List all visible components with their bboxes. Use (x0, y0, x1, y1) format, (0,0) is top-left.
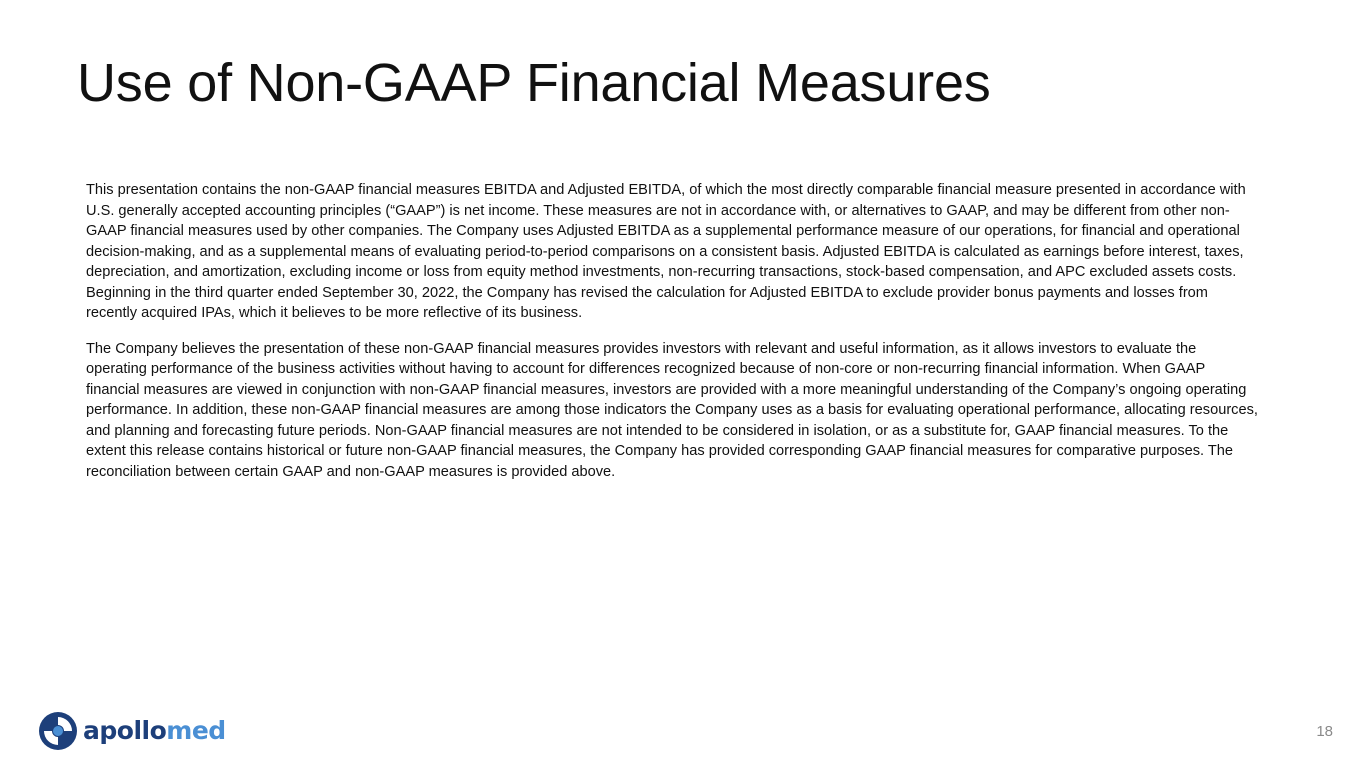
logo-text-med: med (166, 716, 226, 745)
body-paragraph: The Company believes the presentation of these non-GAAP financial measures provides investors with relevant and useful information, as it allows investors to evaluate the operating performance of the business activities without having to account for differences recognized because of non-core or non-recurring financial information. When GAAP financial measures are viewed in conjunction with non-GAAP financial measures, investors are provided with a more meaningful understanding of the Company’s ongoing operating performance. In addition, these non-GAAP financial measures are among those indicators the Company uses as a basis for evaluating operational performance, allocating resources, and planning and forecasting future periods. Non-GAAP financial measures are not intended to be considered in isolation, or as a substitute for, GAAP financial measures. To the extent this release contains historical or future non-GAAP financial measures, the Company has provided corresponding GAAP financial measures for comparative purposes. The reconciliation between certain GAAP and non-GAAP measures is provided above. (86, 340, 1258, 480)
logo-wordmark (83, 716, 226, 746)
page-title: Use of Non-GAAP Financial Measures (77, 53, 991, 113)
apollomed-logo-icon (38, 711, 78, 751)
company-logo (38, 711, 226, 751)
page-number: 18 (1316, 723, 1333, 740)
body-paragraph: This presentation contains the non-GAAP financial measures EBITDA and Adjusted EBITDA, of which the most directly comparable financial measure presented in accordance with U.S. generally accepted accounting principles (“GAAP”) is net income. These measures are not in accordance with, or alternatives to GAAP, and may be different from other non-GAAP financial measures used by other companies. The Company uses Adjusted EBITDA as a supplemental performance measure of our operations, for financial and operational decision-making, and as a supplemental means of evaluating period-to-period comparisons on a consistent basis. Adjusted EBITDA is calculated as earnings before interest, taxes, depreciation, and amortization, excluding income or loss from equity method investments, non-recurring transactions, stock-based compensation, and APC excluded assets costs. Beginning in the third quarter ended September 30, 2022, the Company has revised the calculation for Adjusted EBITDA to exclude provider bonus payments and losses from recently acquired IPAs, which it believes to be more reflective of its business. (86, 182, 1246, 321)
logo-text-apollo: apollo (83, 716, 167, 745)
slide-body (86, 180, 1261, 497)
